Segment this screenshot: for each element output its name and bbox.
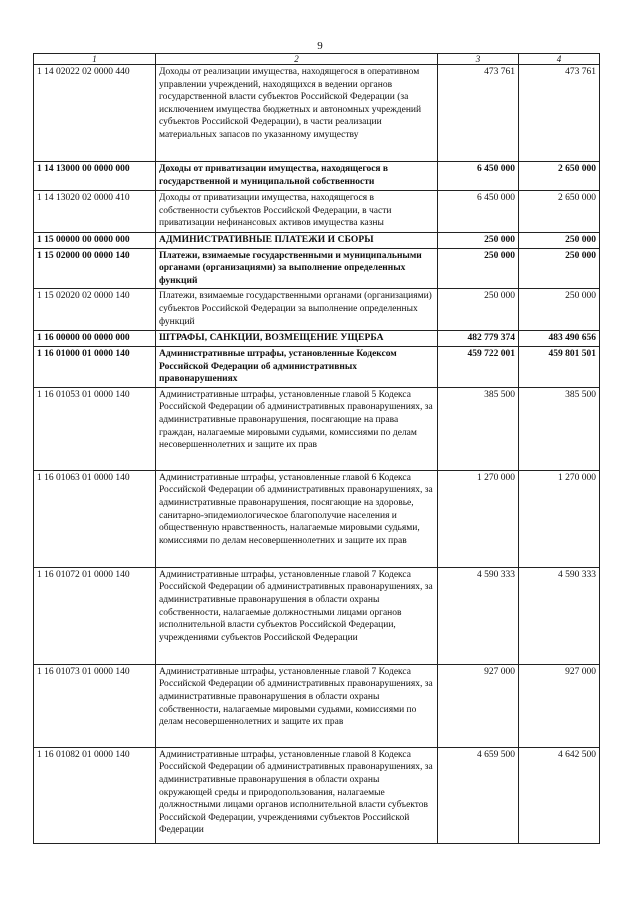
row-name: Административные штрафы, установленные главой 8 Кодекса Российской Федерации об административных правонарушениях, за административные правонарушения в области охраны окружающей среды и природопользования, налагаемые должностными лицами органов исполнительной власти субъектов Российской Федерации, учреждениями субъектов Российской Федерации	[156, 747, 438, 843]
budget-table	[33, 53, 600, 844]
row-code: 1 16 00000 00 0000 000	[34, 331, 156, 347]
row-value-4: 2 650 000	[519, 191, 600, 233]
row-value-4: 250 000	[519, 289, 600, 331]
row-value-4: 459 801 501	[519, 346, 600, 387]
row-value-4: 385 500	[519, 387, 600, 470]
table-row	[34, 567, 600, 664]
row-value-4: 927 000	[519, 664, 600, 747]
table-row	[34, 162, 600, 191]
row-name: Административные штрафы, установленные Кодексом Российской Федерации об административных правонарушениях	[156, 346, 438, 387]
table-header-row	[34, 54, 600, 65]
row-value-3: 250 000	[438, 289, 519, 331]
row-name: ШТРАФЫ, САНКЦИИ, ВОЗМЕЩЕНИЕ УЩЕРБА	[156, 331, 438, 347]
table-row	[34, 747, 600, 843]
header-col-3: 3	[438, 54, 519, 65]
row-value-3: 4 590 333	[438, 567, 519, 664]
table-row	[34, 387, 600, 470]
row-value-4: 473 761	[519, 65, 600, 162]
row-value-3: 482 779 374	[438, 331, 519, 347]
row-name: Платежи, взимаемые государственными и муниципальными органами (организациями) за выполнение определенных функций	[156, 248, 438, 289]
row-value-3: 1 270 000	[438, 470, 519, 567]
table-row	[34, 470, 600, 567]
row-value-3: 473 761	[438, 65, 519, 162]
row-name: Доходы от приватизации имущества, находящегося в собственности субъектов Российской Федерации, в части приватизации нефинансовых активов имущества казны	[156, 191, 438, 233]
row-name: Платежи, взимаемые государственными органами (организациями) субъектов Российской Федерации за выполнение определенных функций	[156, 289, 438, 331]
row-value-4: 1 270 000	[519, 470, 600, 567]
row-value-3: 6 450 000	[438, 162, 519, 191]
row-name: Административные штрафы, установленные главой 5 Кодекса Российской Федерации об административных правонарушениях, за административные правонарушения, посягающие на права граждан, налагаемые мировыми судьями, комиссиями по делам несовершеннолетних и защите их прав	[156, 387, 438, 470]
row-value-3: 927 000	[438, 664, 519, 747]
page-number: 9	[317, 40, 323, 52]
table-row	[34, 289, 600, 331]
row-code: 1 16 01073 01 0000 140	[34, 664, 156, 747]
row-code: 1 14 13000 00 0000 000	[34, 162, 156, 191]
row-name: Доходы от приватизации имущества, находящегося в государственной и муниципальной собственности	[156, 162, 438, 191]
row-value-3: 385 500	[438, 387, 519, 470]
row-code: 1 16 01063 01 0000 140	[34, 470, 156, 567]
table-row	[34, 331, 600, 347]
row-code: 1 16 01000 01 0000 140	[34, 346, 156, 387]
row-code: 1 14 02022 02 0000 440	[34, 65, 156, 162]
row-code: 1 15 00000 00 0000 000	[34, 233, 156, 249]
row-value-3: 459 722 001	[438, 346, 519, 387]
row-value-4: 4 642 500	[519, 747, 600, 843]
row-value-4: 250 000	[519, 248, 600, 289]
header-col-2: 2	[156, 54, 438, 65]
row-name: Доходы от реализации имущества, находящегося в оперативном управлении учреждений, находящихся в ведении органов государственной власти субъектов Российской Федерации (за исключением имущества бюджетных и автономных учреждений субъектов Российской Федерации), в части реализации материальных запасов по указанному имуществу	[156, 65, 438, 162]
row-code: 1 16 01082 01 0000 140	[34, 747, 156, 843]
row-value-3: 4 659 500	[438, 747, 519, 843]
header-col-4: 4	[519, 54, 600, 65]
row-value-4: 2 650 000	[519, 162, 600, 191]
row-name: Административные штрафы, установленные главой 6 Кодекса Российской Федерации об административных правонарушениях, за административные правонарушения, посягающие на здоровье, санитарно-эпидемиологическое благополучие населения и общественную нравственность, налагаемые мировыми судьями, комиссиями по делам несовершеннолетних и защите их прав	[156, 470, 438, 567]
header-col-1: 1	[34, 54, 156, 65]
row-code: 1 15 02020 02 0000 140	[34, 289, 156, 331]
table-row	[34, 248, 600, 289]
table-row	[34, 233, 600, 249]
row-code: 1 16 01072 01 0000 140	[34, 567, 156, 664]
row-code: 1 16 01053 01 0000 140	[34, 387, 156, 470]
row-value-3: 250 000	[438, 248, 519, 289]
row-value-3: 250 000	[438, 233, 519, 249]
row-value-4: 483 490 656	[519, 331, 600, 347]
row-value-3: 6 450 000	[438, 191, 519, 233]
table-row	[34, 346, 600, 387]
row-code: 1 15 02000 00 0000 140	[34, 248, 156, 289]
table-row	[34, 191, 600, 233]
row-name: АДМИНИСТРАТИВНЫЕ ПЛАТЕЖИ И СБОРЫ	[156, 233, 438, 249]
row-name: Административные штрафы, установленные главой 7 Кодекса Российской Федерации об административных правонарушениях, за административные правонарушения в области охраны собственности, налагаемые должностными лицами органов исполнительной власти субъектов Российской Федерации, учреждениями субъектов Российской Федерации	[156, 567, 438, 664]
row-value-4: 250 000	[519, 233, 600, 249]
row-code: 1 14 13020 02 0000 410	[34, 191, 156, 233]
row-name: Административные штрафы, установленные главой 7 Кодекса Российской Федерации об административных правонарушениях, за административные правонарушения в области охраны собственности, налагаемые мировыми судьями, комиссиями по делам несовершеннолетних и защите их прав	[156, 664, 438, 747]
table-row	[34, 664, 600, 747]
row-value-4: 4 590 333	[519, 567, 600, 664]
table-row	[34, 65, 600, 162]
